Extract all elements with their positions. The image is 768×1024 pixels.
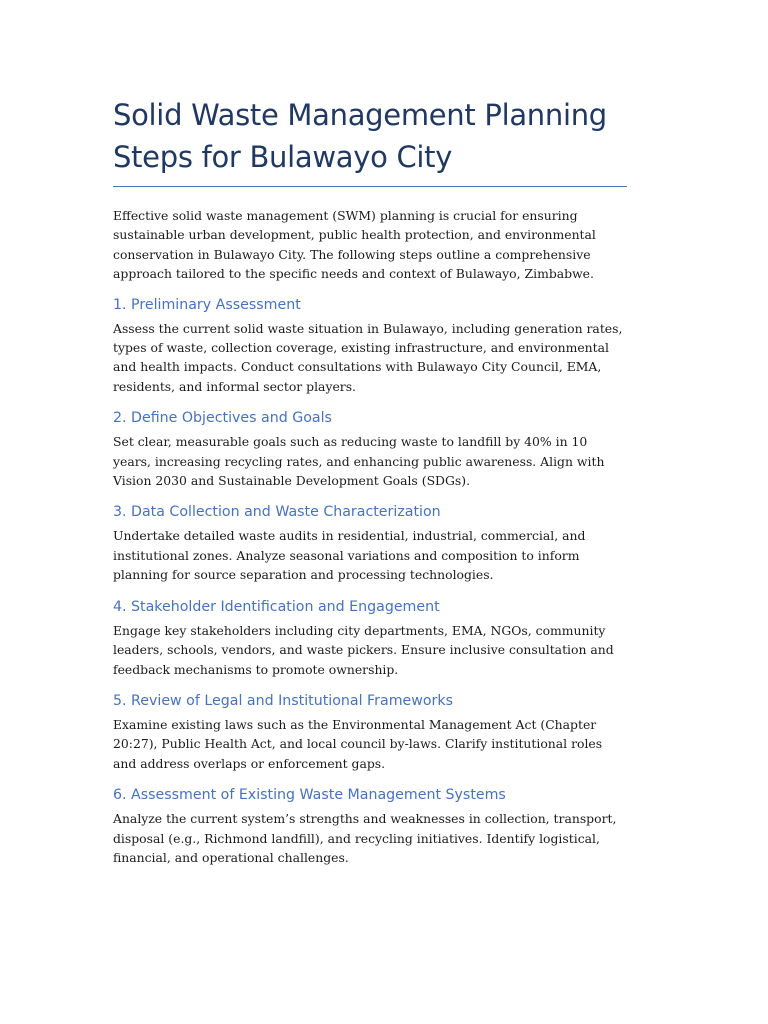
section-data-collection: [113, 502, 627, 584]
section-body: Set clear, measurable goals such as reducing waste to landfill by 40% in 10 years, increasing recycling rates, and enhancing public awareness. Align with Vision 2030 and Sustainable Development Goals (SDGs).: [113, 434, 605, 489]
section-body: Assess the current solid waste situation in Bulawayo, including generation rates, types of waste, collection coverage, existing infrastructure, and environmental and health impacts. Conduct consultations with Bulawayo City Council, EMA, residents, and informal sector players.: [113, 320, 623, 394]
section-heading: 2. Define Objectives and Goals: [113, 410, 332, 427]
section-heading: 1. Preliminary Assessment: [113, 296, 301, 313]
section-heading: 6. Assessment of Existing Waste Management Systems: [113, 787, 506, 804]
section-stakeholder-engagement: [113, 597, 627, 679]
section-body: Examine existing laws such as the Environmental Management Act (Chapter 20:27), Public Health Act, and local council by-laws. Clarify institutional roles and address overlaps or enforcement gaps.: [113, 716, 603, 771]
section-body: Undertake detailed waste audits in residential, industrial, commercial, and institutional zones. Analyze seasonal variations and composition to inform planning for source separation and processing technologies.: [113, 528, 586, 583]
document-page: [113, 94, 627, 879]
section-preliminary-assessment: [113, 295, 627, 397]
document-title: [113, 94, 627, 178]
section-body: Engage key stakeholders including city departments, EMA, NGOs, community leaders, schools, vendors, and waste pickers. Ensure inclusive consultation and feedback mechanisms to promote ownership.: [113, 622, 614, 677]
title-line-1: Solid Waste Management Planning: [113, 98, 607, 132]
title-divider: [113, 186, 627, 187]
section-heading: 4. Stakeholder Identification and Engagement: [113, 598, 440, 615]
section-body: Analyze the current system’s strengths and weaknesses in collection, transport, disposal (e.g., Richmond landfill), and recycling initiatives. Identify logistical, financial, and operational challenges.: [113, 811, 617, 865]
section-define-objectives: [113, 408, 627, 490]
section-heading: 3. Data Collection and Waste Characterization: [113, 504, 441, 521]
title-line-2: Steps for Bulawayo City: [113, 140, 453, 174]
intro-paragraph: Effective solid waste management (SWM) planning is crucial for ensuring sustainable urban development, public health protection, and environmental conservation in Bulawayo City. The following steps outline a comprehensive approach tailored to the specific needs and context of Bulawayo, Zimbabwe.: [113, 208, 596, 282]
section-existing-systems: [113, 785, 627, 867]
section-heading: 5. Review of Legal and Institutional Frameworks: [113, 692, 453, 709]
section-legal-frameworks: [113, 691, 627, 773]
